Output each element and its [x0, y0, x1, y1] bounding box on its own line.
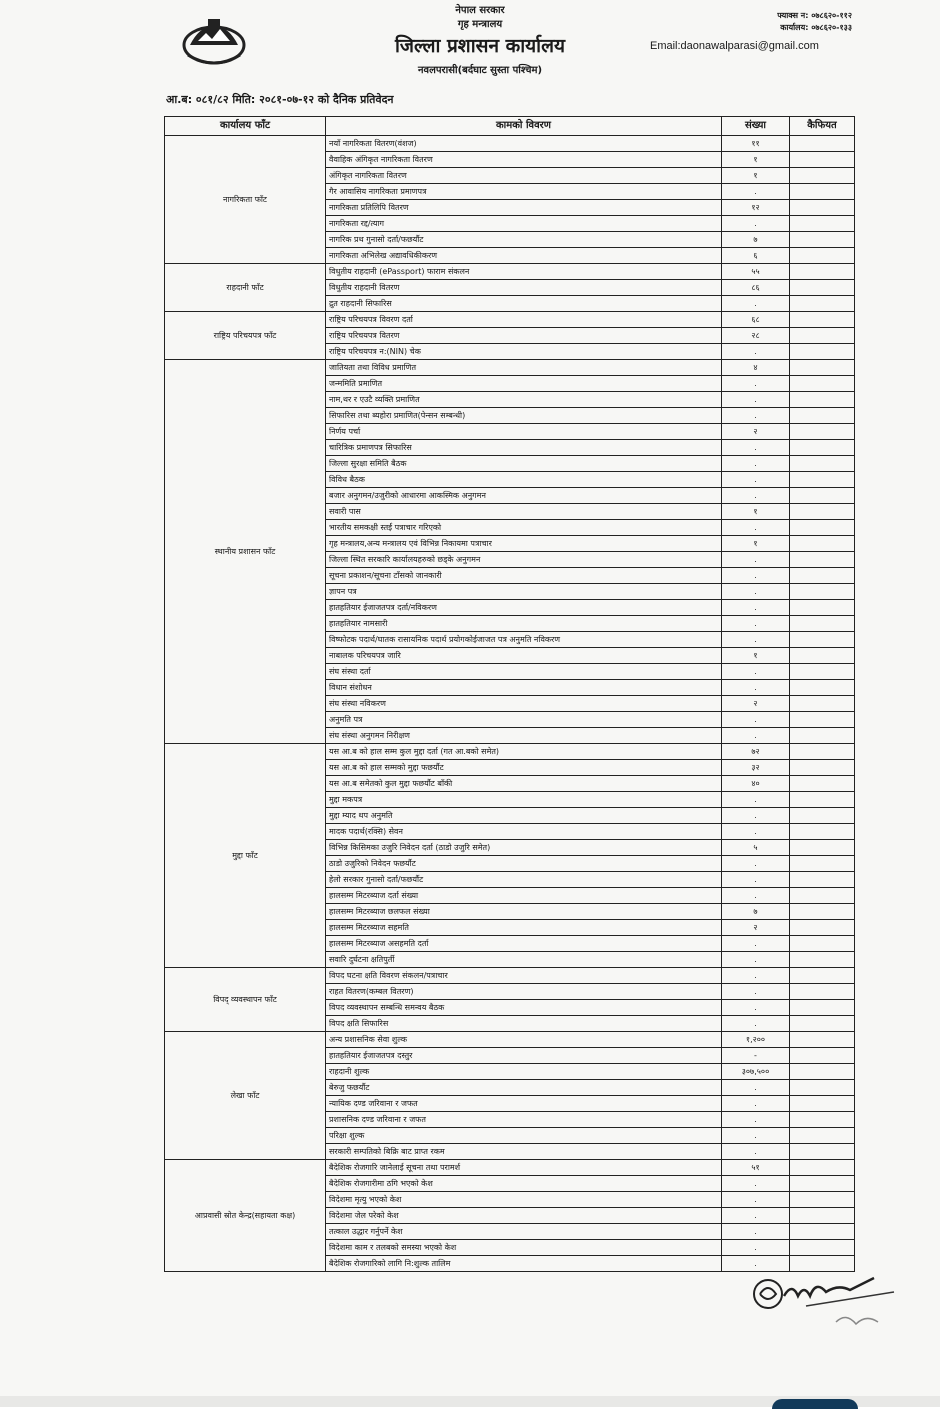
row-count: १	[722, 536, 790, 552]
row-description: मादक पदार्थ(रक्सि) सेवन	[326, 824, 722, 840]
row-description: नागरिकता रद्द/त्याग	[326, 216, 722, 232]
row-count: .	[722, 552, 790, 568]
row-description: विभिन्न किसिमका उजुरि निवेदन दर्ता (ठाडो उजुरि समेत)	[326, 840, 722, 856]
row-description: तत्काल उद्धार गर्नुपर्ने केश	[326, 1224, 722, 1240]
row-remarks	[790, 744, 855, 760]
table-row	[165, 360, 855, 376]
row-remarks	[790, 888, 855, 904]
row-count: .	[722, 408, 790, 424]
email-address: Email:daonawalparasi@gmail.com	[650, 40, 819, 52]
row-remarks	[790, 504, 855, 520]
row-count: ५१	[722, 1160, 790, 1176]
row-remarks	[790, 920, 855, 936]
row-description: अन्य प्रशासनिक सेवा शुल्क	[326, 1032, 722, 1048]
row-description: विधुतीय राहदानी वितरण	[326, 280, 722, 296]
row-count: २	[722, 424, 790, 440]
row-description: नयाँ नागरिकता वितरण(वंशज)	[326, 136, 722, 152]
row-remarks	[790, 456, 855, 472]
row-remarks	[790, 264, 855, 280]
signature-stamp	[746, 1262, 896, 1342]
table-row	[165, 968, 855, 984]
row-remarks	[790, 824, 855, 840]
row-description: गैर आवासिय नागरिकता प्रमाणपत्र	[326, 184, 722, 200]
row-description: हालसम्म मिटरब्याज छलफल संख्या	[326, 904, 722, 920]
row-count: .	[722, 792, 790, 808]
row-remarks	[790, 1048, 855, 1064]
section-name: विपद् व्यवस्थापन फाँट	[165, 968, 326, 1032]
row-count: .	[722, 680, 790, 696]
row-remarks	[790, 776, 855, 792]
row-count: ८६	[722, 280, 790, 296]
row-count: .	[722, 520, 790, 536]
row-count: .	[722, 1256, 790, 1272]
row-description: नागरिक प्रथ गुनासो दर्ता/फछर्यौट	[326, 232, 722, 248]
row-count: १२	[722, 200, 790, 216]
row-count: .	[722, 296, 790, 312]
row-description: राष्ट्रिय परिचयपत्र वितरण	[326, 328, 722, 344]
row-description: सवारि दुर्घटना क्षतिपुर्ती	[326, 952, 722, 968]
table-row	[165, 1160, 855, 1176]
section-name: राहदानी फाँट	[165, 264, 326, 312]
row-remarks	[790, 216, 855, 232]
row-count: .	[722, 1080, 790, 1096]
row-description: चारित्रिक प्रमाणपत्र सिफारिस	[326, 440, 722, 456]
row-count: .	[722, 712, 790, 728]
row-description: प्रशासनिक दण्ड जरिवाना र जफत	[326, 1112, 722, 1128]
header-count: संख्या	[722, 117, 790, 136]
row-description: यस आ.ब को हाल सम्म कुल मुद्दा दर्ता (गत आ.बको समेत)	[326, 744, 722, 760]
row-remarks	[790, 904, 855, 920]
row-description: बजार अनुगमन/उजुरीको आधारमा आकस्मिक अनुगमन	[326, 488, 722, 504]
row-count: .	[722, 1240, 790, 1256]
section-name: मुद्दा फाँट	[165, 744, 326, 968]
row-count: .	[722, 616, 790, 632]
row-count: ४	[722, 360, 790, 376]
government-emblem	[180, 15, 248, 67]
row-description: भारतीय समकक्षी स्तर्ई पत्राचार गरिएको	[326, 520, 722, 536]
row-count: -	[722, 1048, 790, 1064]
row-remarks	[790, 1064, 855, 1080]
row-count: .	[722, 1112, 790, 1128]
row-remarks	[790, 200, 855, 216]
row-remarks	[790, 360, 855, 376]
row-count: .	[722, 376, 790, 392]
row-remarks	[790, 1208, 855, 1224]
row-remarks	[790, 648, 855, 664]
row-count: ५५	[722, 264, 790, 280]
row-remarks	[790, 152, 855, 168]
row-description: बैदेशिक रोजगारिको लागि नि:शुल्क तालिम	[326, 1256, 722, 1272]
row-description: सरकारी सम्पतिको बिक्रि बाट प्राप्त रकम	[326, 1144, 722, 1160]
row-remarks	[790, 232, 855, 248]
section-name: नागरिकता फाँट	[165, 136, 326, 264]
row-count: .	[722, 456, 790, 472]
row-remarks	[790, 1032, 855, 1048]
row-remarks	[790, 600, 855, 616]
report-title: आ.ब: ०८१/८२ मिति: २०८१-०७-१२ को दैनिक प्रतिवेदन	[166, 93, 394, 106]
row-description: सवारी पास	[326, 504, 722, 520]
row-remarks	[790, 296, 855, 312]
row-remarks	[790, 392, 855, 408]
row-remarks	[790, 584, 855, 600]
row-remarks	[790, 136, 855, 152]
row-description: अनुमति पत्र	[326, 712, 722, 728]
row-remarks	[790, 440, 855, 456]
row-count: ३२	[722, 760, 790, 776]
row-count: .	[722, 984, 790, 1000]
row-count: .	[722, 808, 790, 824]
row-remarks	[790, 472, 855, 488]
row-count: .	[722, 952, 790, 968]
row-description: हातहतियार ईजाजतपत्र दर्ता/नविकरण	[326, 600, 722, 616]
row-description: नागरिकता अभिलेख अद्यावधिकीकरण	[326, 248, 722, 264]
row-remarks	[790, 664, 855, 680]
row-description: बैदेशिक रोजगारीमा ठगि भएको केश	[326, 1176, 722, 1192]
row-description: यस आ.ब को हाल सम्मको मुद्दा फछर्यौट	[326, 760, 722, 776]
row-count: .	[722, 968, 790, 984]
row-description: संघ संस्था नविकरण	[326, 696, 722, 712]
row-description: राहत वितरण(कम्बल वितरण)	[326, 984, 722, 1000]
row-count: .	[722, 216, 790, 232]
row-count: .	[722, 584, 790, 600]
row-remarks	[790, 984, 855, 1000]
row-count: .	[722, 1000, 790, 1016]
row-description: विपद व्यवस्थापन सम्बन्धि समन्वय बैठक	[326, 1000, 722, 1016]
header-description: कामको विवरण	[326, 117, 722, 136]
row-remarks	[790, 1112, 855, 1128]
row-description: विष्फोटक पदार्थ/घातक रासायनिक पदार्थ प्रयोगकोईजाजत पत्र अनुमति नविकरण	[326, 632, 722, 648]
table-row	[165, 136, 855, 152]
row-count: .	[722, 1144, 790, 1160]
row-description: नाम,थर र एउटै व्यक्ति प्रमाणित	[326, 392, 722, 408]
row-count: .	[722, 488, 790, 504]
row-count: १	[722, 168, 790, 184]
row-remarks	[790, 184, 855, 200]
row-description: हातहतियार ईजाजतपत्र दस्तुर	[326, 1048, 722, 1064]
row-count: १	[722, 648, 790, 664]
row-count: .	[722, 1096, 790, 1112]
row-count: .	[722, 824, 790, 840]
row-remarks	[790, 1192, 855, 1208]
row-description: विविध बैठक	[326, 472, 722, 488]
row-remarks	[790, 568, 855, 584]
row-description: परिक्षा शुल्क	[326, 1128, 722, 1144]
row-description: विदेशमा काम र तलबको समस्या भएको केश	[326, 1240, 722, 1256]
row-remarks	[790, 712, 855, 728]
row-remarks	[790, 728, 855, 744]
row-description: अंगिकृत नागरिकता वितरण	[326, 168, 722, 184]
row-remarks	[790, 1096, 855, 1112]
table-row	[165, 744, 855, 760]
row-remarks	[790, 536, 855, 552]
row-remarks	[790, 696, 855, 712]
row-count: .	[722, 1224, 790, 1240]
row-description: ठाडो उजुरिको निवेदन फछर्यौट	[326, 856, 722, 872]
row-description: नागरिकता प्रतिलिपि वितरण	[326, 200, 722, 216]
row-count: ३०७,५००	[722, 1064, 790, 1080]
row-remarks	[790, 1000, 855, 1016]
row-count: .	[722, 1128, 790, 1144]
row-count: १	[722, 152, 790, 168]
row-remarks	[790, 680, 855, 696]
row-count: १	[722, 504, 790, 520]
row-remarks	[790, 376, 855, 392]
row-count: .	[722, 728, 790, 744]
row-remarks	[790, 1080, 855, 1096]
row-description: हालसम्म मिटरब्याज असहमति दर्ता	[326, 936, 722, 952]
row-count: .	[722, 1208, 790, 1224]
row-remarks	[790, 1144, 855, 1160]
government-name: नेपाल सरकार	[455, 5, 505, 16]
row-description: द्रुत राहदानी सिफारिस	[326, 296, 722, 312]
row-description: संघ संस्था दर्ता	[326, 664, 722, 680]
row-count: ६	[722, 248, 790, 264]
row-count: २	[722, 920, 790, 936]
row-count: २	[722, 696, 790, 712]
row-remarks	[790, 616, 855, 632]
row-description: गृह मन्त्रालय,अन्य मन्त्रालय एवं विभिन्न निकायमा पत्राचार	[326, 536, 722, 552]
row-remarks	[790, 1176, 855, 1192]
row-remarks	[790, 968, 855, 984]
row-count: .	[722, 440, 790, 456]
row-remarks	[790, 1016, 855, 1032]
row-count: .	[722, 184, 790, 200]
row-description: ज्ञापन पत्र	[326, 584, 722, 600]
row-count: .	[722, 632, 790, 648]
row-description: सिफारिस तथा ब्यहोरा प्रमाणित(पेन्सन सम्बन्धी)	[326, 408, 722, 424]
row-count: .	[722, 664, 790, 680]
row-count: .	[722, 392, 790, 408]
row-remarks	[790, 328, 855, 344]
row-description: यस आ.ब समेतको कुल मुद्दा फछर्यौट बाँकी	[326, 776, 722, 792]
row-description: हातहतियार नामसारी	[326, 616, 722, 632]
row-description: विपद क्षति सिफारिस	[326, 1016, 722, 1032]
overlay-button[interactable]	[772, 1399, 858, 1409]
row-count: ११	[722, 136, 790, 152]
row-description: मुद्दा मकपत्र	[326, 792, 722, 808]
row-count: १,२००	[722, 1032, 790, 1048]
ministry-name: गृह मन्त्रालय	[457, 19, 503, 30]
row-description: हालसम्म मिटरब्याज सहमति	[326, 920, 722, 936]
row-count: .	[722, 568, 790, 584]
table-row	[165, 312, 855, 328]
row-count: २८	[722, 328, 790, 344]
row-remarks	[790, 840, 855, 856]
row-remarks	[790, 1224, 855, 1240]
row-remarks	[790, 792, 855, 808]
table-row	[165, 1032, 855, 1048]
header-remarks: कैफियत	[790, 117, 855, 136]
row-remarks	[790, 1240, 855, 1256]
row-description: जातियता तथा विविध प्रमाणित	[326, 360, 722, 376]
row-description: विधुतीय राहदानी (ePassport) फाराम संकलन	[326, 264, 722, 280]
row-count: .	[722, 856, 790, 872]
row-description: संघ संस्था अनुगमन निरीक्षण	[326, 728, 722, 744]
row-description: राष्ट्रिय परिचयपत्र न:(NIN) चेक	[326, 344, 722, 360]
row-count: .	[722, 888, 790, 904]
daily-report-table	[164, 116, 855, 1272]
row-count: .	[722, 936, 790, 952]
row-remarks	[790, 344, 855, 360]
row-description: राहदानी शुल्क	[326, 1064, 722, 1080]
office-title: जिल्ला प्रशासन कार्यालय	[394, 35, 566, 57]
row-remarks	[790, 488, 855, 504]
row-remarks	[790, 280, 855, 296]
row-description: हालसम्म मिटरब्याज दर्ता संख्या	[326, 888, 722, 904]
table-header-row	[165, 117, 855, 136]
row-count: .	[722, 344, 790, 360]
row-description: बैदेशिक रोजगारि जानेलाई सूचना तथा परामर्श	[326, 1160, 722, 1176]
table-body	[165, 136, 855, 1272]
row-count: ७	[722, 904, 790, 920]
section-name: स्थानीय प्रशासन फाँट	[165, 360, 326, 744]
row-count: .	[722, 1176, 790, 1192]
row-remarks	[790, 936, 855, 952]
row-description: बेरुजु फछर्यौट	[326, 1080, 722, 1096]
row-description: विदेशमा मृत्यु भएको केश	[326, 1192, 722, 1208]
row-remarks	[790, 856, 855, 872]
row-remarks	[790, 760, 855, 776]
row-remarks	[790, 312, 855, 328]
row-remarks	[790, 1160, 855, 1176]
row-count: .	[722, 472, 790, 488]
header-section: कार्यालय फाँट	[165, 117, 326, 136]
row-remarks	[790, 1128, 855, 1144]
row-remarks	[790, 632, 855, 648]
row-description: सूचना प्रकाशन/सूचना टाँसको जानकारी	[326, 568, 722, 584]
row-count: ७२	[722, 744, 790, 760]
row-count: ४०	[722, 776, 790, 792]
phone-number: कार्यालय: ०७८६२०-१३३	[780, 23, 852, 32]
row-remarks	[790, 952, 855, 968]
contact-block	[777, 10, 852, 34]
row-description: विधान संशोधन	[326, 680, 722, 696]
row-description: नाबालक परिचयपत्र जारि	[326, 648, 722, 664]
row-remarks	[790, 808, 855, 824]
row-count: ६८	[722, 312, 790, 328]
row-remarks	[790, 872, 855, 888]
row-count: .	[722, 1192, 790, 1208]
row-description: जिल्ला सुरक्षा समिति बैठक	[326, 456, 722, 472]
row-remarks	[790, 248, 855, 264]
table-row	[165, 264, 855, 280]
row-count: .	[722, 600, 790, 616]
row-description: मुद्दा म्याद थप अनुमति	[326, 808, 722, 824]
fax-number: फ्याक्स न: ०७८६२०-११२	[777, 11, 852, 20]
row-description: निर्णय पर्चा	[326, 424, 722, 440]
row-remarks	[790, 408, 855, 424]
row-count: .	[722, 872, 790, 888]
row-description: न्यायिक दण्ड जरिवाना र जफत	[326, 1096, 722, 1112]
letterhead	[330, 2, 630, 76]
row-count: ५	[722, 840, 790, 856]
row-description: हेलो सरकार गुनासो दर्ता/फछर्यौट	[326, 872, 722, 888]
section-name: लेखा फाँट	[165, 1032, 326, 1160]
row-description: राष्ट्रिय परिचयपत्र विवरण दर्ता	[326, 312, 722, 328]
office-location: नवलपरासी(बर्दघाट सुस्ता पश्चिम)	[417, 65, 543, 76]
row-remarks	[790, 424, 855, 440]
row-count: ७	[722, 232, 790, 248]
section-name: आप्रवासी स्रोत केन्द्र(सहायता कक्ष)	[165, 1160, 326, 1272]
section-name: राष्ट्रिय परिचयपत्र फाँट	[165, 312, 326, 360]
row-description: जिल्ला स्थित सरकारि कार्यालयहरुको छड्के अनुगमन	[326, 552, 722, 568]
row-remarks	[790, 168, 855, 184]
row-description: विदेशमा जेल परेको केश	[326, 1208, 722, 1224]
row-remarks	[790, 552, 855, 568]
row-description: जन्ममिति प्रमाणित	[326, 376, 722, 392]
row-count: .	[722, 1016, 790, 1032]
row-description: विपद घटना क्षति विवरण संकलन/पत्राचार	[326, 968, 722, 984]
row-remarks	[790, 520, 855, 536]
row-description: वैवाहिक अंगिकृत नागरिकता वितरण	[326, 152, 722, 168]
